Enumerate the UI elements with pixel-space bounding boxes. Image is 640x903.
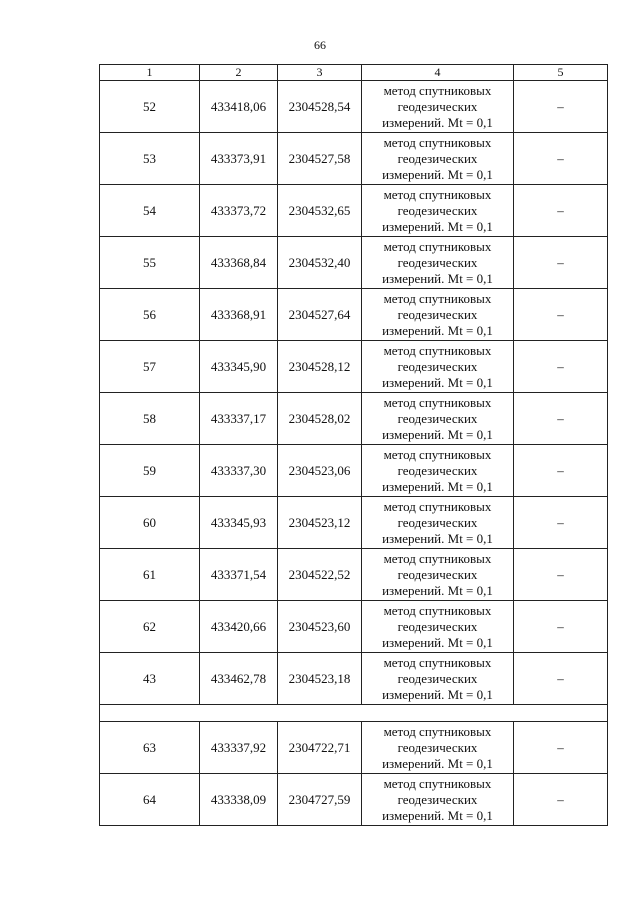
separator-row [100, 705, 608, 722]
note-dash-cell: – [514, 445, 608, 497]
table-row [100, 133, 608, 185]
method-line: геодезических [397, 462, 478, 478]
note-dash-cell: – [514, 393, 608, 445]
page-number: 66 [314, 38, 326, 52]
point-number-cell: 43 [100, 653, 200, 705]
method-line: метод спутниковых [383, 602, 492, 618]
method-line: измерений. Mt = 0,1 [382, 270, 493, 286]
x-coordinate-cell: 433345,90 [200, 341, 278, 393]
table-row [100, 601, 608, 653]
method-line: метод спутниковых [383, 498, 492, 514]
x-coordinate-cell: 433337,30 [200, 445, 278, 497]
table-row [100, 185, 608, 237]
method-cell [362, 185, 514, 237]
method-cell [362, 549, 514, 601]
method-line: измерений. Mt = 0,1 [382, 426, 493, 442]
method-line: измерений. Mt = 0,1 [382, 322, 493, 338]
note-dash-cell: – [514, 774, 608, 826]
x-coordinate-cell: 433418,06 [200, 81, 278, 133]
table-row [100, 289, 608, 341]
table-row [100, 653, 608, 705]
method-cell [362, 81, 514, 133]
note-dash-cell: – [514, 289, 608, 341]
method-line: метод спутниковых [383, 654, 492, 670]
method-line: геодезических [397, 306, 478, 322]
point-number-cell: 64 [100, 774, 200, 826]
table-row [100, 445, 608, 497]
note-dash-cell: – [514, 722, 608, 774]
method-line: метод спутниковых [383, 290, 492, 306]
y-coordinate-cell: 2304523,12 [278, 497, 362, 549]
method-line: метод спутниковых [383, 186, 492, 202]
x-coordinate-cell: 433373,91 [200, 133, 278, 185]
table-row [100, 81, 608, 133]
note-dash-cell: – [514, 133, 608, 185]
point-number-cell: 56 [100, 289, 200, 341]
point-number-cell: 61 [100, 549, 200, 601]
method-line: геодезических [397, 514, 478, 530]
method-line: геодезических [397, 202, 478, 218]
y-coordinate-cell: 2304523,18 [278, 653, 362, 705]
y-coordinate-cell: 2304528,54 [278, 81, 362, 133]
note-dash-cell: – [514, 237, 608, 289]
method-cell [362, 774, 514, 826]
method-line: геодезических [397, 739, 478, 755]
x-coordinate-cell: 433371,54 [200, 549, 278, 601]
method-line: измерений. Mt = 0,1 [382, 166, 493, 182]
x-coordinate-cell: 433337,17 [200, 393, 278, 445]
y-coordinate-cell: 2304523,06 [278, 445, 362, 497]
point-number-cell: 59 [100, 445, 200, 497]
method-line: геодезических [397, 566, 478, 582]
method-line: геодезических [397, 618, 478, 634]
method-line: измерений. Mt = 0,1 [382, 807, 493, 823]
method-line: геодезических [397, 410, 478, 426]
note-dash-cell: – [514, 81, 608, 133]
x-coordinate-cell: 433345,93 [200, 497, 278, 549]
table-row [100, 341, 608, 393]
y-coordinate-cell: 2304527,58 [278, 133, 362, 185]
column-header-1: 1 [100, 65, 200, 81]
y-coordinate-cell: 2304527,64 [278, 289, 362, 341]
method-line: геодезических [397, 670, 478, 686]
y-coordinate-cell: 2304722,71 [278, 722, 362, 774]
x-coordinate-cell: 433462,78 [200, 653, 278, 705]
x-coordinate-cell: 433337,92 [200, 722, 278, 774]
y-coordinate-cell: 2304528,02 [278, 393, 362, 445]
method-line: измерений. Mt = 0,1 [382, 686, 493, 702]
method-cell [362, 601, 514, 653]
note-dash-cell: – [514, 549, 608, 601]
table-header-row [100, 65, 608, 81]
table-row [100, 722, 608, 774]
method-line: измерений. Mt = 0,1 [382, 478, 493, 494]
method-line: метод спутниковых [383, 394, 492, 410]
method-cell [362, 237, 514, 289]
method-line: измерений. Mt = 0,1 [382, 374, 493, 390]
method-cell [362, 722, 514, 774]
method-cell [362, 289, 514, 341]
column-header-2: 2 [200, 65, 278, 81]
method-line: метод спутниковых [383, 775, 492, 791]
x-coordinate-cell: 433368,91 [200, 289, 278, 341]
method-cell [362, 393, 514, 445]
column-header-5: 5 [514, 65, 608, 81]
y-coordinate-cell: 2304522,52 [278, 549, 362, 601]
table-row [100, 774, 608, 826]
y-coordinate-cell: 2304528,12 [278, 341, 362, 393]
method-line: метод спутниковых [383, 134, 492, 150]
method-line: измерений. Mt = 0,1 [382, 755, 493, 771]
method-cell [362, 497, 514, 549]
y-coordinate-cell: 2304532,40 [278, 237, 362, 289]
method-cell [362, 341, 514, 393]
column-header-4: 4 [362, 65, 514, 81]
x-coordinate-cell: 433338,09 [200, 774, 278, 826]
x-coordinate-cell: 433368,84 [200, 237, 278, 289]
point-number-cell: 58 [100, 393, 200, 445]
note-dash-cell: – [514, 341, 608, 393]
table-row [100, 393, 608, 445]
method-line: геодезических [397, 791, 478, 807]
method-line: геодезических [397, 98, 478, 114]
method-line: метод спутниковых [383, 238, 492, 254]
table-row [100, 237, 608, 289]
separator-cell [100, 705, 608, 722]
point-number-cell: 60 [100, 497, 200, 549]
y-coordinate-cell: 2304727,59 [278, 774, 362, 826]
method-line: метод спутниковых [383, 550, 492, 566]
method-cell [362, 133, 514, 185]
point-number-cell: 63 [100, 722, 200, 774]
point-number-cell: 57 [100, 341, 200, 393]
method-line: измерений. Mt = 0,1 [382, 530, 493, 546]
method-line: геодезических [397, 150, 478, 166]
method-line: геодезических [397, 358, 478, 374]
coordinates-table [99, 64, 608, 826]
point-number-cell: 55 [100, 237, 200, 289]
y-coordinate-cell: 2304532,65 [278, 185, 362, 237]
method-line: измерений. Mt = 0,1 [382, 634, 493, 650]
point-number-cell: 62 [100, 601, 200, 653]
method-line: геодезических [397, 254, 478, 270]
column-header-3: 3 [278, 65, 362, 81]
note-dash-cell: – [514, 653, 608, 705]
method-cell [362, 445, 514, 497]
note-dash-cell: – [514, 601, 608, 653]
point-number-cell: 54 [100, 185, 200, 237]
method-line: измерений. Mt = 0,1 [382, 114, 493, 130]
method-line: метод спутниковых [383, 82, 492, 98]
y-coordinate-cell: 2304523,60 [278, 601, 362, 653]
point-number-cell: 52 [100, 81, 200, 133]
point-number-cell: 53 [100, 133, 200, 185]
x-coordinate-cell: 433373,72 [200, 185, 278, 237]
table-row [100, 497, 608, 549]
method-cell [362, 653, 514, 705]
note-dash-cell: – [514, 185, 608, 237]
method-line: измерений. Mt = 0,1 [382, 582, 493, 598]
x-coordinate-cell: 433420,66 [200, 601, 278, 653]
table-row [100, 549, 608, 601]
method-line: измерений. Mt = 0,1 [382, 218, 493, 234]
method-line: метод спутниковых [383, 723, 492, 739]
method-line: метод спутниковых [383, 446, 492, 462]
method-line: метод спутниковых [383, 342, 492, 358]
note-dash-cell: – [514, 497, 608, 549]
